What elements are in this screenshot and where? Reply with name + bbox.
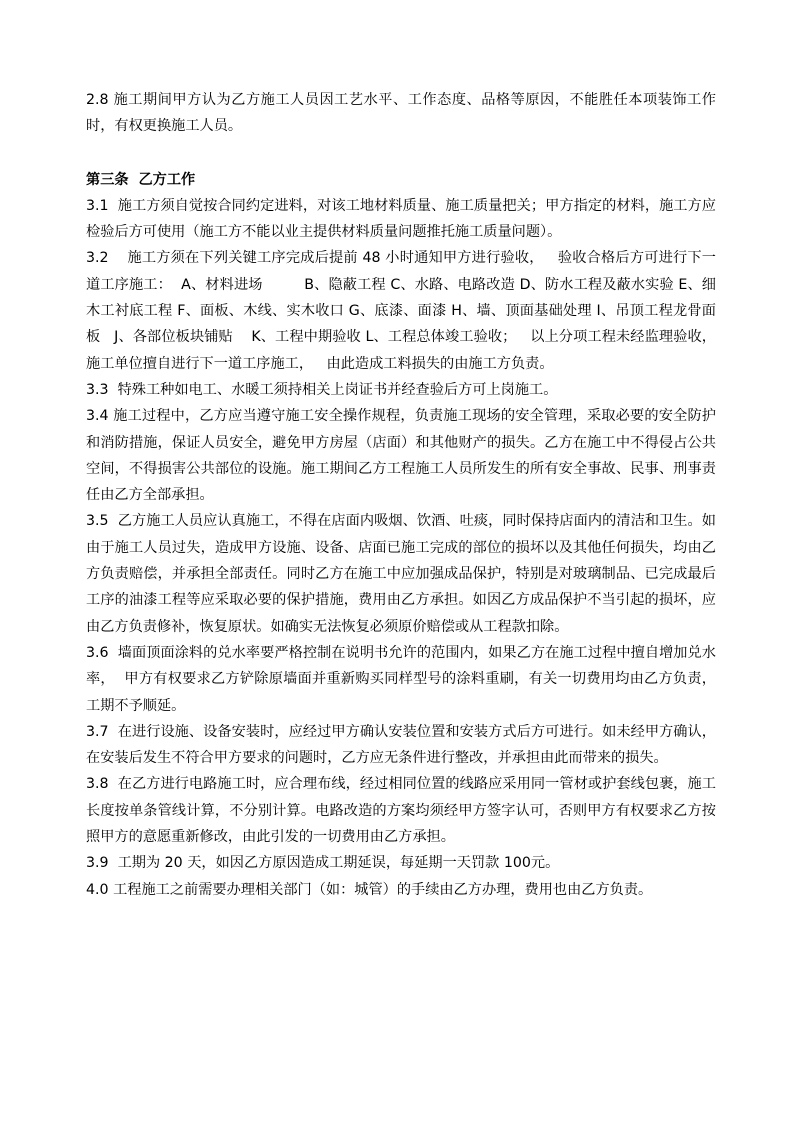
clause-3-6: 3.6 墙面顶面涂料的兑水率要严格控制在说明书允许的范围内，如果乙方在施工过程中擅自增加兑水率， 甲方有权要求乙方铲除原墙面并重新购买同样型号的涂料重刷，有关一切费用均由乙方负责，工期不予顺延。 bbox=[86, 644, 716, 714]
clause-3-5: 3.5 乙方施工人员应认真施工，不得在店面内吸烟、饮酒、吐痰，同时保持店面内的清洁和卫生。如由于施工人员过失，造成甲方设施、设备、店面已施工完成的部位的损坏以及其他任何损失，均由乙方负责赔偿，并承担全部责任。同时乙方在施工中应加强成品保护，特别是对玻璃制品、已完成最后工序的油漆工程等应采取必要的保护措施，费用由乙方承担。如因乙方成品保护不当引起的损坏，应由乙方负责修补，恢复原状。如确实无法恢复必须原价赔偿或从工程款扣除。 bbox=[86, 513, 716, 635]
clause-3-1: 3.1 施工方须自觉按合同约定进料，对该工地材料质量、施工质量把关；甲方指定的材料，施工方应检验后方可使用（施工方不能以业主提供材料质量问题推托施工质量问题）。 bbox=[86, 197, 716, 241]
clause-2-8: 2.8 施工期间甲方认为乙方施工人员因工艺水平、工作态度、品格等原因，不能胜任本项装饰工作时，有权更换施工人员。 bbox=[86, 92, 716, 135]
clause-3-9: 3.9 工期为 20 天，如因乙方原因造成工期延误，每延期一天罚款 100元。 bbox=[86, 855, 560, 872]
clause-4-0: 4.0 工程施工之前需要办理相关部门（如：城管）的手续由乙方办理，费用也由乙方负责。 bbox=[86, 881, 653, 898]
paragraph-spacer bbox=[86, 140, 716, 167]
clause-3-8: 3.8 在乙方进行电路施工时，应合理布线，经过相同位置的线路应采用同一管材或护套线包裹，施工长度按单条管线计算，不分别计算。电路改造的方案均须经甲方签字认可，否则甲方有权要求乙方按照甲方的意愿重新修改，由此引发的一切费用由乙方承担。 bbox=[86, 776, 716, 846]
clause-3-3: 3.3 特殊工种如电工、水暖工须持相关上岗证书并经查验后方可上岗施工。 bbox=[86, 381, 558, 398]
clause-3-4: 3.4 施工过程中，乙方应当遵守施工安全操作规程，负责施工现场的安全管理，采取必要的安全防护和消防措施，保证人员安全，避免甲方房屋（店面）和其他财产的损失。乙方在施工中不得侵占公共空间，不得损害公共部位的设施。施工期间乙方工程施工人员所发生的所有安全事故、民事、刑事责任由乙方全部承担。 bbox=[86, 408, 716, 504]
clause-3-7: 3.7 在进行设施、设备安装时，应经过甲方确认安装位置和安装方式后方可进行。如未经甲方确认，在安装后发生不符合甲方要求的问题时，乙方应无条件进行整改，并承担由此而带来的损失。 bbox=[86, 723, 716, 767]
clause-3-2: 3.2 施工方须在下列关键工序完成后提前 48 小时通知甲方进行验收， 验收合格后方可进行下一道工序施工： A、材料进场 B、隐蔽工程 C、水路、电路改造 D、防水工程及蔽水实验 E、细木工衬底工程 F、面板、木线、实木收口 G、底漆、面漆 H、墙、顶面基础处理 I、吊顶工程龙骨面板 J、各部位板块铺贴 K、工程中期验收 L、工程总体竣工验收； 以上分项工程未经监理验收， 施工单位擅自进行下一道工序施工， 由此造成工料损失的由施工方负责。 bbox=[86, 250, 726, 372]
section-heading: 第三条 乙方工作 bbox=[86, 171, 196, 188]
document-body bbox=[86, 87, 726, 903]
